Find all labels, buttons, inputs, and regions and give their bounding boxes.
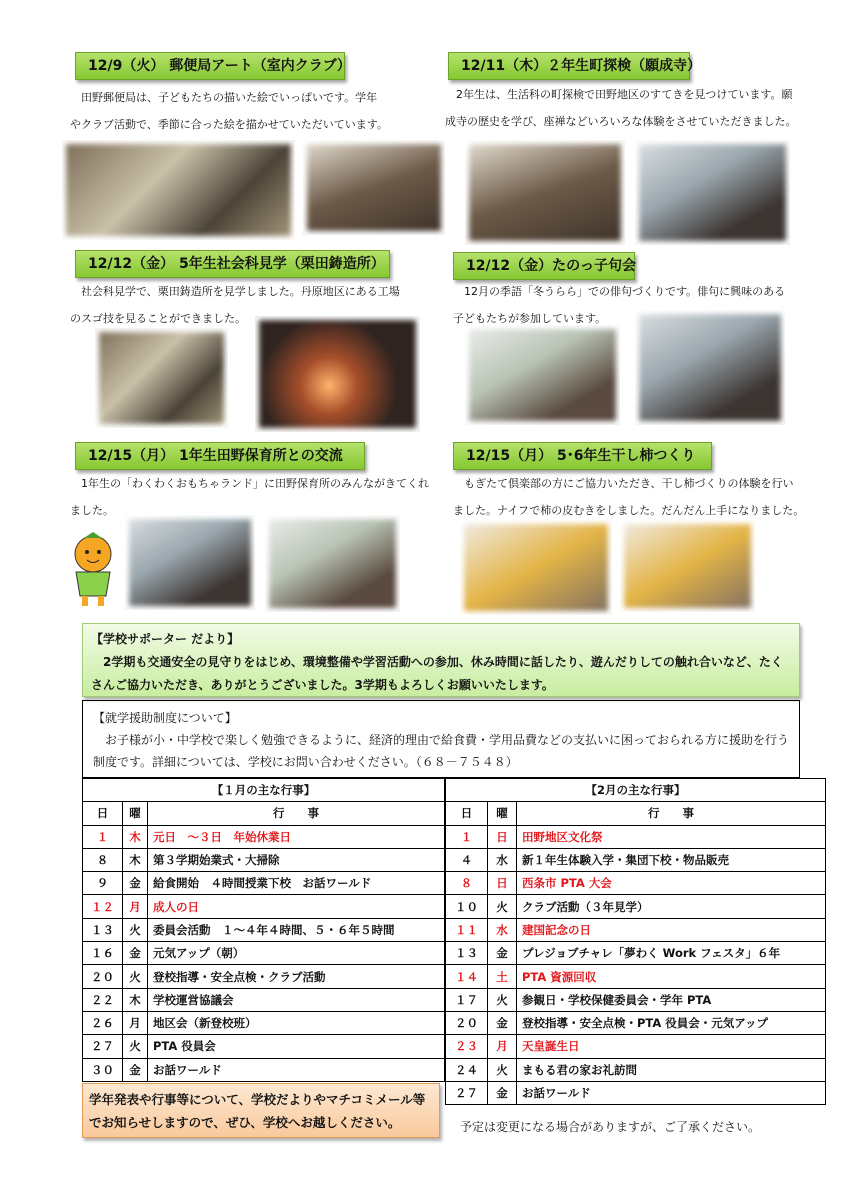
supporter-title: 【学校サポーター だより】	[91, 632, 240, 646]
table-row	[446, 848, 826, 871]
section-title-dried-persimmon: 12/15（月） 5･6年生干し柿つくり	[453, 442, 712, 470]
event-weekday: 木	[123, 825, 148, 848]
table-row	[83, 1011, 445, 1034]
event-name: 新１年生体験入学・集団下校・物品販売	[517, 848, 826, 871]
event-day: ２７	[446, 1081, 488, 1104]
event-day: ９	[83, 872, 123, 895]
event-name: 天皇誕生日	[517, 1035, 826, 1058]
event-weekday: 火	[488, 895, 517, 918]
event-name: 参観日・学校保健委員会・学年 PTA	[517, 988, 826, 1011]
section-text: 2年生は、生活科の町探検で田野地区のすてきを見つけています。願	[445, 88, 793, 101]
event-name: お話ワールド	[148, 1058, 445, 1081]
section-text: 子どもたちが参加しています。	[453, 312, 607, 325]
event-name: 委員会活動 １～４年４時間、５・６年５時間	[148, 918, 445, 941]
table-row	[83, 895, 445, 918]
section-title-foundry-visit: 12/12（金） 5年生社会科見学（栗田鋳造所）	[75, 250, 390, 278]
event-weekday: 火	[488, 988, 517, 1011]
section-title-post-office-art: 12/9（火） 郵便局アート（室内クラブ）	[75, 52, 345, 80]
event-day: ２７	[83, 1035, 123, 1058]
event-name: 元日 ～３日 年始休業日	[148, 825, 445, 848]
event-day: １３	[446, 942, 488, 965]
photo-persimmon-students	[620, 520, 755, 612]
event-day: ２３	[446, 1035, 488, 1058]
event-day: ２２	[83, 988, 123, 1011]
event-name: 給食開始 ４時間授業下校 お話ワールド	[148, 872, 445, 895]
event-name: 登校指導・安全点検・クラブ活動	[148, 965, 445, 988]
col-event: 行 事	[517, 802, 826, 825]
table-row	[446, 872, 826, 895]
photo-haiku-students	[635, 310, 785, 425]
event-weekday: 月	[123, 1011, 148, 1034]
table-row	[83, 965, 445, 988]
event-weekday: 木	[123, 848, 148, 871]
table-row	[446, 942, 826, 965]
event-name: 元気アップ（朝）	[148, 942, 445, 965]
event-name: 建国記念の日	[517, 918, 826, 941]
photo-foundry-furnace	[255, 316, 420, 432]
table-row	[83, 918, 445, 941]
event-name: クラブ活動（３年見学）	[517, 895, 826, 918]
event-day: ４	[446, 848, 488, 871]
event-weekday: 月	[123, 895, 148, 918]
table-row	[446, 1058, 826, 1081]
event-weekday: 金	[488, 1011, 517, 1034]
school-aid-box	[82, 700, 800, 778]
event-name: プレジョブチャレ「夢わく Work フェスタ」６年	[517, 942, 826, 965]
section-text: 社会科見学で、栗田鋳造所を見学しました。丹原地区にある工場	[70, 285, 400, 298]
photo-post-office-art-2	[303, 140, 445, 235]
photo-nursery-1	[125, 515, 255, 610]
event-name: PTA 役員会	[148, 1035, 445, 1058]
event-name: 田野地区文化祭	[517, 825, 826, 848]
event-day: １４	[446, 965, 488, 988]
section-text: 成寺の歴史を学び、座禅などいろいろな体験をさせていただきました。	[445, 115, 797, 128]
event-day: ２４	[446, 1058, 488, 1081]
event-day: ２０	[446, 1011, 488, 1034]
section-text: 12月の季語「冬うらら」での俳句づくりです。俳句に興味のある	[453, 285, 786, 298]
event-name: 登校指導・安全点検・PTA 役員会・元気アップ	[517, 1011, 826, 1034]
section-text: もぎたて倶楽部の方にご協力いただき、干し柿づくりの体験を行い	[453, 477, 794, 490]
event-weekday: 金	[488, 1081, 517, 1104]
table-title: 【１月の主な行事】	[83, 779, 445, 802]
col-event: 行 事	[148, 802, 445, 825]
table-row	[83, 988, 445, 1011]
photo-foundry-students	[95, 328, 228, 428]
event-day: １	[83, 825, 123, 848]
event-name: 学校運営協議会	[148, 988, 445, 1011]
event-day: １１	[446, 918, 488, 941]
photo-post-office-art	[62, 140, 295, 240]
section-title-haiku: 12/12（金）たのっ子句会	[453, 252, 635, 280]
info-note: 学年発表や行事等について、学校だよりやマチコミメール等でお知らせしますので、ぜひ、学校へお越しください。	[82, 1083, 440, 1138]
event-day: １３	[83, 918, 123, 941]
col-dow: 曜	[123, 802, 148, 825]
event-day: ２０	[83, 965, 123, 988]
table-row	[446, 1011, 826, 1034]
photo-nursery-2	[265, 515, 400, 612]
schedule-change-note: 予定は変更になる場合がありますが、ご了承ください。	[460, 1120, 761, 1134]
table-row	[83, 1035, 445, 1058]
section-text: やクラブ活動で、季節に合った絵を描かせていただいています。	[70, 118, 388, 131]
mascot-persimmon-icon	[66, 530, 120, 610]
event-name: 地区会（新登校班）	[148, 1011, 445, 1034]
event-weekday: 日	[488, 825, 517, 848]
section-text: ました。ナイフで柿の皮むきをしました。だんだん上手になりました。	[453, 504, 805, 517]
event-weekday: 月	[488, 1035, 517, 1058]
section-title-town-exploration: 12/11（木）２年生町探検（願成寺）	[448, 52, 690, 80]
photo-temple-visit	[465, 140, 625, 245]
event-weekday: 日	[488, 872, 517, 895]
event-weekday: 水	[488, 848, 517, 871]
col-dow: 曜	[488, 802, 517, 825]
table-row	[83, 942, 445, 965]
event-name: まもる君の家お礼訪問	[517, 1058, 826, 1081]
table-row	[446, 825, 826, 848]
event-weekday: 火	[123, 965, 148, 988]
event-weekday: 火	[123, 918, 148, 941]
supporter-body: 2学期も交通安全の見守りをはじめ、環境整備や学習活動への参加、休み時間に話したり、遊んだりしての触れ合いなど、たくさんご協力いただき、ありがとうございました。3学期もよろしくお願いいたします。	[91, 655, 783, 692]
col-day: 日	[446, 802, 488, 825]
table-row	[83, 825, 445, 848]
section-text: 田野郵便局は、子どもたちの描いた絵でいっぱいです。学年	[70, 91, 378, 104]
event-day: ８	[83, 848, 123, 871]
event-weekday: 金	[123, 872, 148, 895]
event-weekday: 金	[123, 1058, 148, 1081]
section-text: ました。	[70, 504, 114, 517]
photo-haiku-class	[465, 325, 620, 425]
table-row	[446, 1035, 826, 1058]
january-events-table	[82, 778, 445, 1082]
photo-persimmon-peeling	[460, 520, 612, 615]
event-name: お話ワールド	[517, 1081, 826, 1104]
event-day: ３０	[83, 1058, 123, 1081]
table-row	[83, 1058, 445, 1081]
photo-zazen	[635, 140, 790, 245]
event-weekday: 木	[123, 988, 148, 1011]
table-row	[83, 848, 445, 871]
event-weekday: 水	[488, 918, 517, 941]
table-row	[446, 895, 826, 918]
event-day: １７	[446, 988, 488, 1011]
aid-title: 【就学援助制度について】	[93, 711, 237, 725]
event-day: １０	[446, 895, 488, 918]
event-name: 西条市 PTA 大会	[517, 872, 826, 895]
table-row	[446, 918, 826, 941]
event-day: ８	[446, 872, 488, 895]
table-row	[83, 872, 445, 895]
table-row	[446, 1081, 826, 1104]
event-day: ２６	[83, 1011, 123, 1034]
february-events-table	[445, 778, 826, 1105]
school-supporter-box	[82, 623, 800, 697]
event-weekday: 土	[488, 965, 517, 988]
event-day: １	[446, 825, 488, 848]
event-name: PTA 資源回収	[517, 965, 826, 988]
col-day: 日	[83, 802, 123, 825]
event-weekday: 金	[123, 942, 148, 965]
aid-body: お子様が小・中学校で楽しく勉強できるように、経済的理由で給食費・学用品費などの支払いに困っておられる方に援助を行う制度です。詳細については、学校にお問い合わせください。（６８－７５４８）	[93, 733, 790, 769]
event-weekday: 火	[123, 1035, 148, 1058]
table-title: 【2月の主な行事】	[446, 779, 826, 802]
section-text: のスゴ技を見ることができました。	[70, 312, 246, 325]
event-weekday: 金	[488, 942, 517, 965]
section-text: 1年生の「わくわくおもちゃランド」に田野保育所のみんながきてくれ	[70, 477, 429, 490]
table-row	[446, 988, 826, 1011]
event-weekday: 火	[488, 1058, 517, 1081]
table-row	[446, 965, 826, 988]
section-title-nursery-exchange: 12/15（月） 1年生田野保育所との交流	[75, 442, 365, 470]
event-day: １６	[83, 942, 123, 965]
event-name: 成人の日	[148, 895, 445, 918]
event-day: １２	[83, 895, 123, 918]
event-name: 第３学期始業式・大掃除	[148, 848, 445, 871]
